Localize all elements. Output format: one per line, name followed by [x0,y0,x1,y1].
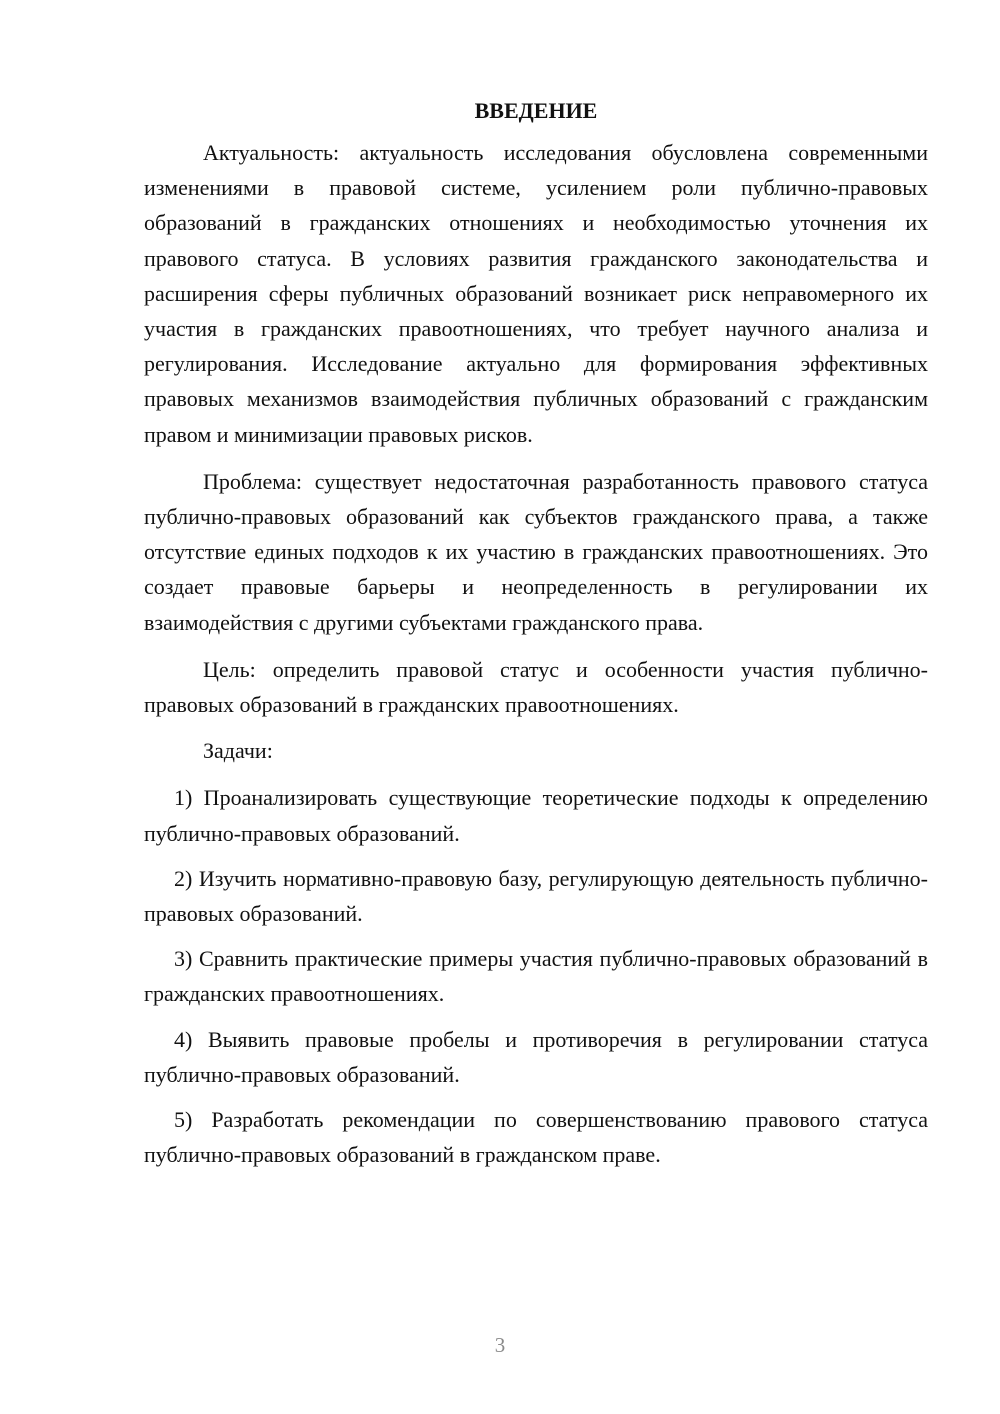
tasks-label: Задачи: [203,738,273,764]
task-item: 3) Сравнить практические примеры участия публично-правовых образований в гражданских правоотношениях. [144,946,928,1007]
goal-paragraph: Цель: определить правовой статус и особенности участия публично-правовых образований в гражданских правоотношениях. [144,656,928,718]
task-item: 4) Выявить правовые пробелы и противоречия в регулировании статуса публично-правовых образований. [144,1026,928,1087]
task-item: 5) Разработать рекомендации по совершенствованию правового статуса публично-правовых образований в гражданском праве. [144,1107,928,1168]
relevance-paragraph: Актуальность: актуальность исследования обусловлена современными изменениями в правовой системе, усилением роли публично-правовых образований в гражданских отношениях и необходимостью уточнения их правового статуса. В условиях развития гражданского законодательства и расширения сферы публичных образований возникает риск неправомерного их участия в гражданских правоотношениях, что требует научного анализа и регулирования. Исследование актуально для формирования эффективных правовых механизмов взаимодействия публичных образований с гражданским правом и минимизации правовых рисков. [144,140,928,447]
task-item: 1) Проанализировать существующие теоретические подходы к определению публично-правовых образований. [144,785,928,846]
problem-paragraph: Проблема: существует недостаточная разработанность правового статуса публично-правовых образований как субъектов гражданского права, а также отсутствие единых подходов к их участию в гражданских правоотношениях. Это создает правовые барьеры и неопределенность в регулировании их взаимодействия с другими субъектами гражданского права. [144,468,928,635]
task-item: 2) Изучить нормативно-правовую базу, регулирующую деятельность публично-правовых образований. [144,865,928,927]
page-number: 3 [494,1333,506,1357]
section-heading: ВВЕДЕНИЕ [474,98,598,123]
document-page [144,92,928,1172]
